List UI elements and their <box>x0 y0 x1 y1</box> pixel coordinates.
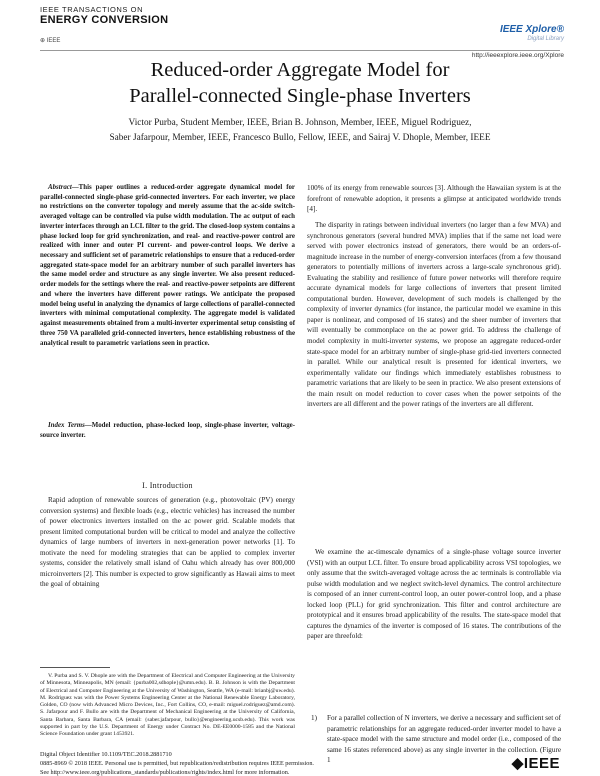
xplore-brand: IEEE Xplore® <box>499 24 564 35</box>
ieee-small-logo: ⊕ IEEE <box>40 38 61 44</box>
journal-line2: ENERGY CONVERSION <box>40 13 169 26</box>
copyright-line2[interactable]: See http://www.ieee.org/publications_standards/publications/rights/index.html for more information. <box>40 769 290 776</box>
header-rule <box>40 50 560 51</box>
author-list <box>56 116 544 146</box>
abstract <box>40 183 295 348</box>
right-paragraph-2: The disparity in ratings between individual inverters (no larger than a few MVA) and synchronous generators (several hundred MVA) implies that if the same net load were served with power electronics instead of generators, there would be an orders-of-magnitude increase in the number of energy-conversion interfaces (from a few thousand generators to potentially millions of inverters across a large-scale synchronous grid). Evaluating the stability and resilience of future power networks will therefore require accurate dynamical models for large collections of inverters that present limited computational burden. However, development of such models is challenged by the complexity of inverter dynamics (for instance, the particular model we examine in this paper is nonlinear, and composed of 16 states) and the sheer number of inverters that will eventually be commonplace on the ac power grid. To address the challenge of model complexity in multi-inverter systems, we propose an aggregate reduced-order state-space model for an arbitrary number of single-phase grid-tied inverters connected in parallel. While our analytical result is presented for identical inverters, we experimentally validate our findings which immediately establishes robustness to parametric variations that are likely to be seen in practice. We also present extensions of the main result on model reduction to cover cases when the power setpoints of the inverters are all different and the power ratings of the inverters are all different. <box>307 221 561 409</box>
ieee-logo: ◆IEEE <box>511 755 560 772</box>
index-terms-label: Index Terms <box>48 422 85 429</box>
right-paragraph-3: We examine the ac-timescale dynamics of a single-phase voltage source inverter (VSI) with an output LCL filter. To ensure broad applicability across VSI topologies, we only assume that the switch-averaged voltage across the ac terminals is controllable via pulse width modulation and we neglect switch-level dynamics. The control architecture is composed of an inner current-control loop, an outer power-control loop, and a phase locked loop (PLL) for grid synchronization. This filter and control architecture are prototypical and it ensures broad applicability of the results. The state-space model that captures the dynamics of the inverter is composed of 16 states. The contributions of the paper are threefold: <box>307 548 561 641</box>
doi-line: Digital Object Identifier 10.1109/TEC.2018.2881710 <box>40 751 172 758</box>
xplore-sub: Digital Library <box>527 35 564 42</box>
authors-line1: Victor Purba, Student Member, IEEE, Brian B. Johnson, Member, IEEE, Miguel Rodriguez, <box>128 118 472 128</box>
authors-line2: Saber Jafarpour, Member, IEEE, Francesco Bullo, Fellow, IEEE, and Sairaj V. Dhople, Member, IEEE <box>109 133 491 143</box>
xplore-url-link[interactable]: http://ieeexplore.ieee.org/Xplore <box>471 52 564 59</box>
author-footnote: V. Purba and S. V. Dhople are with the Department of Electrical and Computer Engineering at the University of Minnesota, Minneapolis, MN (email: {purba002,sdhople}@umn.edu). B. B. Johnson is with the Department of Electrical and Computer Engineering at the University of Washington, Seattle, WA (e-mail: brianbj@uw.edu). M. Rodriguez was with the Power Systems Engineering Center at the National Renewable Energy Laboratory, Golden, CO (now with Advanced Micro Devices, Inc., Fort Collins, CO, e-mail: miguel.rodriguez@amd.com). S. Jafarpour and F. Bullo are with the Department of Mechanical Engineering at the University of California, Santa Barbara, Santa Barbara, CA (email: {saber.jafarpour, bullo}@engineering.ucsb.edu). This work was supported in part by the U.S. Department of Energy under Contract No. DE-EE0000-1585 and the National Science Foundation under grant 1453921. <box>40 673 295 738</box>
abstract-text: —This paper outlines a reduced-order aggregate dynamical model for parallel-connected single-phase grid-connected inverters. For each inverter, we place no restrictions on the converter topology and merely assume that the ac-side switch-averaged voltage can be controlled via pulse width modulation. The ac output of each inverter interfaces through an LCL filter to the grid. The closed-loop system contains a phase locked loop for grid synchronization, and real- and reactive-power control are realized with inner and outer PI current- and power-control loops. We derive a necessary and sufficient set of parametric relationships to ensure that a reduced-order aggregated state-space model for an arbitrary number of such parallel inverters has the same model order and structure as any single inverter. We also present reduced-order models for the settings where the real- and reactive-power setpoints are different and where the inverters have different power ratings. We anticipate the proposed model being useful in analyzing the dynamics of large collections of parallel-connected inverters with minimal computational complexity. The aggregate model is validated against measurements obtained from a multi-inverter experimental setup consisting of three 750 VA paralleled grid-connected inverters, hence establishing robustness of the analytical result to parametric variations seen in practice. <box>40 184 295 347</box>
title-line2: Parallel-connected Single-phase Inverters <box>129 85 471 107</box>
item-text: For a parallel collection of N inverters, we derive a necessary and sufficient set of parametric relationships for an aggregate reduced-order inverter model to have a state-space model with the same structure and model order (i.e., composed of the same 16 states referenced above) as any single inverter in the collection. (Figure 1 <box>327 714 561 765</box>
abstract-label: Abstract <box>48 184 72 191</box>
right-paragraph-1: 100% of its energy from renewable sources [3]. Although the Hawaiian system is at the forefront of renewable adoption, it presents a glimpse at anticipated worldwide trends [4]. <box>307 184 561 214</box>
intro-paragraph: Rapid adoption of renewable sources of generation (e.g., photovoltaic (PV) energy conversion systems) and flexible loads (e.g., electric vehicles) has increased the number of power electronics inverters installed on the ac power grid. Scalable models that present limited computational burden will be critical to model and analyze the collective dynamics of large numbers of inverters in next-generation power networks [1]. To motivate the need for modeling strategies that can be applied to complex inverter systems, consider the relatively small island of Oahu which already has over 800,000 microinverters [2]. This number is expected to grow significantly as Hawaii aims to meet the goal of obtaining <box>40 496 295 589</box>
footnote-rule <box>40 667 110 668</box>
journal-name <box>40 6 168 26</box>
xplore-logo[interactable] <box>500 25 564 42</box>
section-heading: I. Introduction <box>142 481 193 490</box>
paper-title <box>40 57 560 109</box>
index-terms <box>40 421 295 440</box>
title-line1: Reduced-order Aggregate Model for <box>150 59 450 81</box>
index-terms-text: —Model reduction, phase-locked loop, single-phase inverter, voltage-source inverter. <box>40 422 295 439</box>
item-number: 1) <box>311 714 317 722</box>
journal-line1: IEEE TRANSACTIONS ON <box>40 5 144 14</box>
copyright-line1: 0885-8969 © 2018 IEEE. Personal use is permitted, but republication/redistribution requires IEEE permission. <box>40 760 314 767</box>
